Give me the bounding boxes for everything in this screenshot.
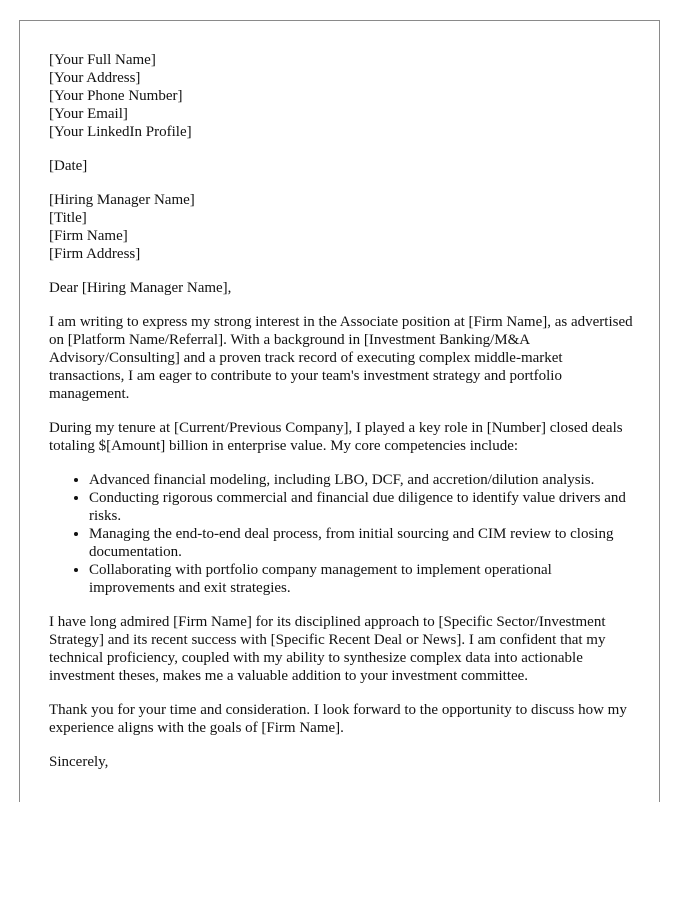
sender-email: [Your Email] (49, 106, 128, 122)
firm-interest-paragraph: I have long admired [Firm Name] for its disciplined approach to [Specific Sector/Investment Strategy] and its recent success with [Specific Recent Deal or News]. I am confident that my technical proficiency, coupled with my ability to synthesize complex data into actionable investment theses, makes me a valuable addition to your investment committee. (49, 614, 606, 684)
letter-content (49, 51, 635, 771)
signoff: Sincerely, (49, 754, 109, 770)
competencies-list (49, 471, 635, 597)
list-item: • Conducting rigorous commercial and financial due diligence to identify value drivers and risks. (89, 489, 635, 525)
intro-paragraph: I am writing to express my strong interest in the Associate position at [Firm Name], as advertised on [Platform Name/Referral]. With a background in [Investment Banking/M&A Advisory/Consulting] and a proven track record of executing complex middle-market transactions, I am eager to contribute to your team's investment strategy and portfolio management. (49, 314, 633, 402)
sender-block (49, 51, 635, 141)
recipient-block (49, 191, 635, 263)
list-item: • Managing the end-to-end deal process, from initial sourcing and CIM review to closing documentation. (89, 525, 635, 561)
date-block (49, 157, 635, 175)
sender-name: [Your Full Name] (49, 52, 156, 68)
letter-page (19, 20, 660, 802)
salutation: Dear [Hiring Manager Name], (49, 280, 232, 296)
sender-linkedin: [Your LinkedIn Profile] (49, 124, 192, 140)
closing-paragraph: Thank you for your time and consideration. I look forward to the opportunity to discuss how my experience aligns with the goals of [Firm Name]. (49, 702, 627, 736)
recipient-firm: [Firm Name] (49, 228, 128, 244)
list-item: • Collaborating with portfolio company management to implement operational improvements and exit strategies. (89, 561, 635, 597)
sender-address: [Your Address] (49, 70, 141, 86)
recipient-address: [Firm Address] (49, 246, 141, 262)
tenure-paragraph: During my tenure at [Current/Previous Company], I played a key role in [Number] closed deals totaling $[Amount] billion in enterprise value. My core competencies include: (49, 420, 623, 454)
list-item: • Advanced financial modeling, including LBO, DCF, and accretion/dilution analysis. (89, 471, 635, 489)
recipient-title: [Title] (49, 210, 87, 226)
sender-phone: [Your Phone Number] (49, 88, 183, 104)
recipient-name: [Hiring Manager Name] (49, 192, 195, 208)
letter-date: [Date] (49, 158, 88, 174)
